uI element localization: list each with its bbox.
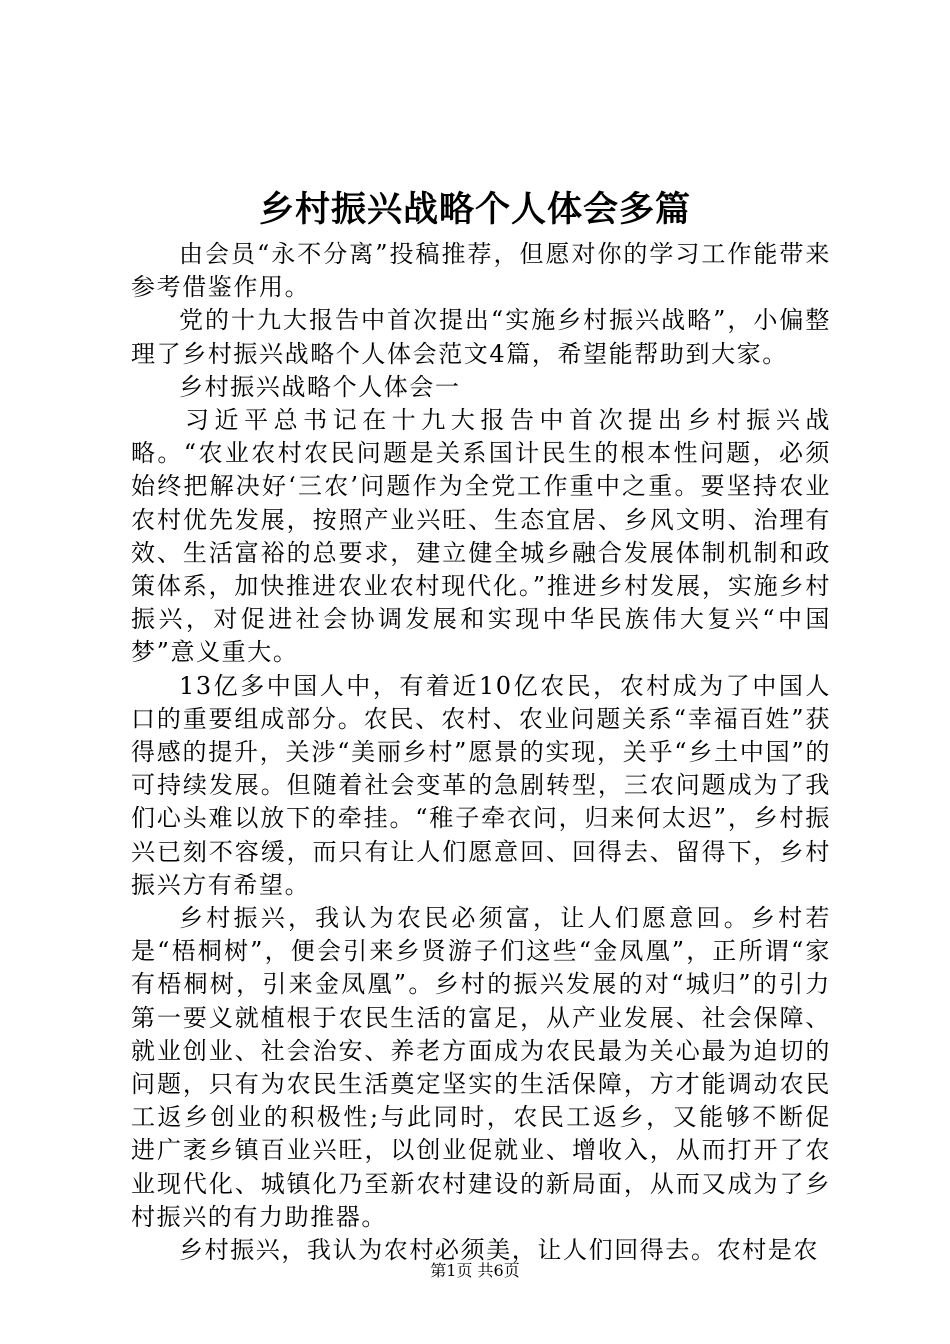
paragraph-4: 乡村振兴，我认为农村必须美，让人们回得去。农村是农 [179, 1236, 819, 1265]
document-title: 乡村振兴战略个人体会多篇 [258, 189, 691, 230]
paragraph-intro: 由会员“永不分离”投稿推荐，但愿对你的学习工作能带来参考借鉴作用。 [131, 240, 831, 302]
paragraph-1: 习近平总书记在十九大报告中首次提出乡村振兴战略。“农业农村农民问题是关系国计民生的根本性问题，必须始终把解决好‘三农’问题作为全党工作重中之重。要坚持农业农村优先发展，按照产业兴旺、生态宜居、乡风文明、治理有效、生活富裕的总要求，建立健全城乡融合发展体制机制和政策体系，加快推进农业农村现代化。”推进乡村发展，实施乡村振兴，对促进社会协调发展和实现中华民族伟大复兴“中国梦”意义重大。 [131, 406, 831, 667]
paragraph-summary: 党的十九大报告中首次提出“实施乡村振兴战略”，小偏整理了乡村振兴战略个人体会范文4篇，希望能帮助到大家。 [131, 306, 831, 368]
page-footer: 第1页 共6页 [430, 1261, 520, 1280]
paragraph-3: 乡村振兴，我认为农民必须富，让人们愿意回。乡村若是“梧桐树”，便会引来乡贤游子们这些“金凤凰”，正所谓“家有梧桐树，引来金凤凰”。乡村的振兴发展的对“城归”的引力第一要义就植根于农民生活的富足，从产业发展、社会保障、就业创业、社会治安、养老方面成为农民最为关心最为迫切的问题，只有为农民生活奠定坚实的生活保障，方才能调动农民工返乡创业的积极性;与此同时，农民工返乡，又能够不断促进广袤乡镇百业兴旺，以创业促就业、增收入，从而打开了农业现代化、城镇化乃至新农村建设的新局面，从而又成为了乡村振兴的有力助推器。 [131, 904, 831, 1231]
section-heading: 乡村振兴战略个人体会一 [179, 372, 461, 401]
document-body [131, 238, 831, 1267]
paragraph-2: 13亿多中国人中，有着近10亿农民，农村成为了中国人口的重要组成部分。农民、农村、农业问题关系“幸福百姓”获得感的提升，关涉“美丽乡村”愿景的实现，关乎“乡土中国”的可持续发展。但随着社会变革的急剧转型，三农问题成为了我们心头难以放下的牵挂。“稚子牵衣问，归来何太迟”，乡村振兴已刻不容缓，而只有让人们愿意回、回得去、留得下，乡村振兴方有希望。 [131, 671, 831, 899]
